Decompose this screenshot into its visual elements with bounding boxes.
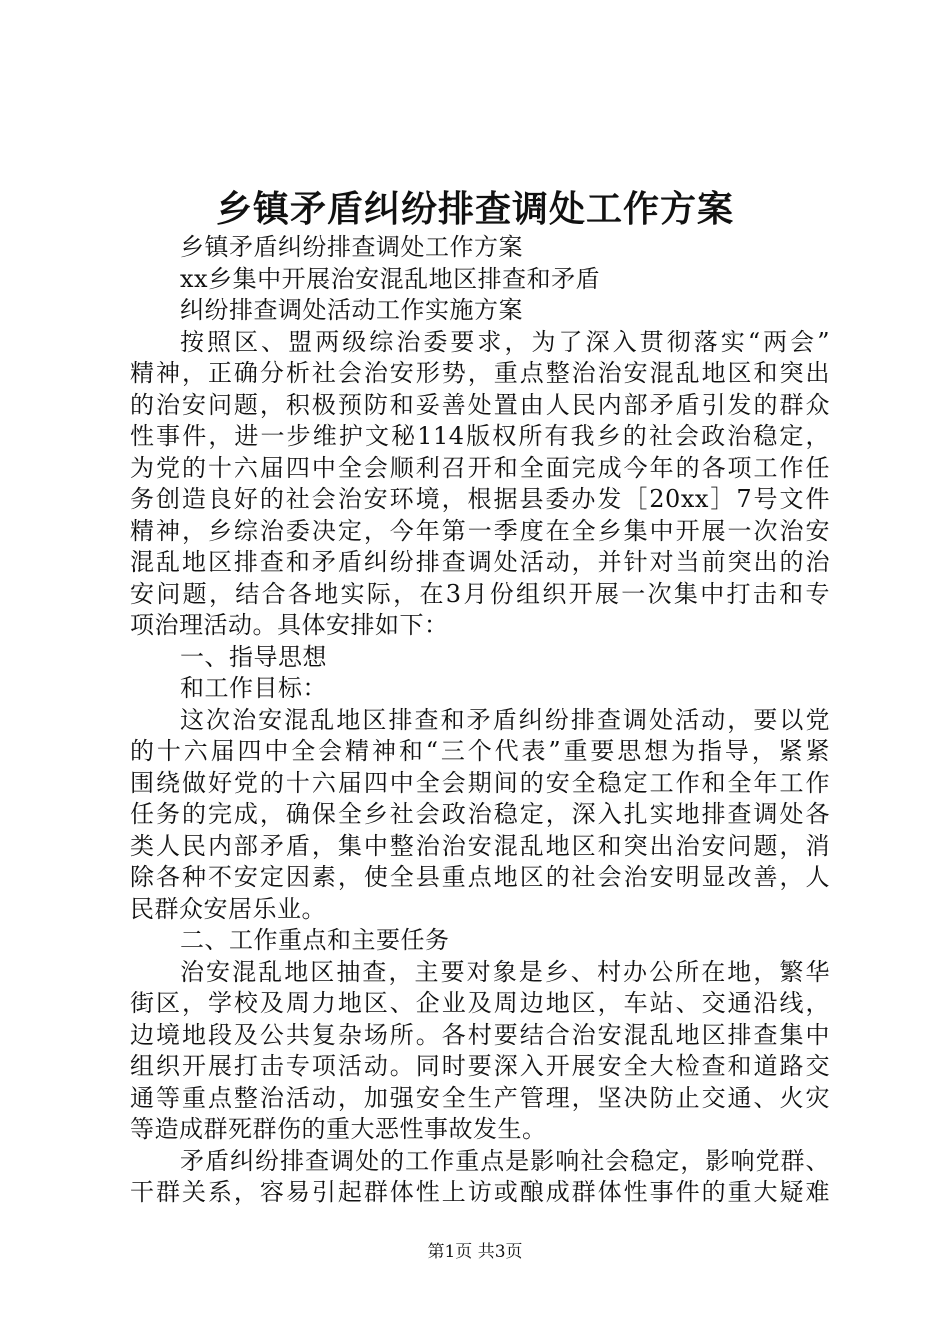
body-line: 矛盾纠纷排查调处的工作重点是影响社会稳定，影响党群、: [180, 1146, 830, 1175]
body-line: 性事件，进一步维护文秘114版权所有我乡的社会政治稳定，: [130, 422, 830, 450]
body-line: 这次治安混乱地区排查和矛盾纠纷排查调处活动，要以党: [180, 705, 830, 734]
body-line: 的治安问题，积极预防和妥善处置由人民内部矛盾引发的群众: [130, 390, 830, 419]
body-line: 按照区、盟两级综治委要求，为了深入贯彻落实“两会”: [180, 327, 830, 356]
body-line: 纠纷排查调处活动工作实施方案: [180, 296, 523, 324]
body-line: 民群众安居乐业。: [130, 894, 326, 923]
body-line: 类人民内部矛盾，集中整治治安混乱地区和突出治安问题，消: [130, 831, 830, 860]
body-line: 除各种不安定因素，使全县重点地区的社会治安明显改善，人: [130, 863, 830, 891]
body-line: 混乱地区排查和矛盾纠纷排查调处活动，并针对当前突出的治: [130, 548, 830, 576]
body-line: 治安混乱地区抽查，主要对象是乡、村办公所在地，繁华: [180, 957, 830, 986]
body-line: xx乡集中开展治安混乱地区排查和矛盾: [180, 264, 601, 293]
body-line: 和工作目标：: [180, 674, 327, 702]
body-line: 组织开展打击专项活动。同时要深入开展安全大检查和道路交: [130, 1052, 830, 1080]
body-line: 围绕做好党的十六届四中全会期间的安全稳定工作和全年工作: [130, 768, 830, 797]
body-line: 通等重点整治活动，加强安全生产管理，坚决防止交通、火灾: [130, 1083, 830, 1112]
document-body: [130, 232, 830, 1209]
body-line: 精神，乡综治委决定，今年第一季度在全乡集中开展一次治安: [130, 516, 830, 545]
body-line: 乡镇矛盾纠纷排查调处工作方案: [180, 233, 523, 261]
body-line: 项治理活动。具体安排如下：: [130, 611, 449, 639]
document-title: 乡镇矛盾纠纷排查调处工作方案: [215, 188, 734, 230]
body-line: 务创造良好的社会治安环境，根据县委办发［20xx］7号文件: [130, 485, 830, 513]
body-line: 的十六届四中全会精神和“三个代表”重要思想为指导，紧紧: [130, 737, 830, 765]
body-line: 任务的完成，确保全乡社会政治稳定，深入扎实地排查调处各: [130, 800, 830, 828]
body-line: 安问题，结合各地实际，在3月份组织开展一次集中打击和专: [130, 579, 830, 608]
body-line: 边境地段及公共复杂场所。各村要结合治安混乱地区排查集中: [130, 1020, 830, 1049]
page-footer: 第1页 共3页: [427, 1242, 523, 1262]
body-line: 等造成群死群伤的重大恶性事故发生。: [130, 1115, 547, 1143]
body-line: 干群关系，容易引起群体性上访或酿成群体性事件的重大疑难: [130, 1178, 830, 1206]
body-line: 为党的十六届四中全会顺利召开和全面完成今年的各项工作任: [130, 453, 830, 482]
body-line: 二、工作重点和主要任务: [180, 926, 450, 954]
body-line: 精神，正确分析社会治安形势，重点整治治安混乱地区和突出: [130, 359, 830, 387]
body-line: 街区，学校及周力地区、企业及周边地区，车站、交通沿线，: [130, 989, 830, 1017]
body-line: 一、指导思想: [180, 642, 327, 671]
